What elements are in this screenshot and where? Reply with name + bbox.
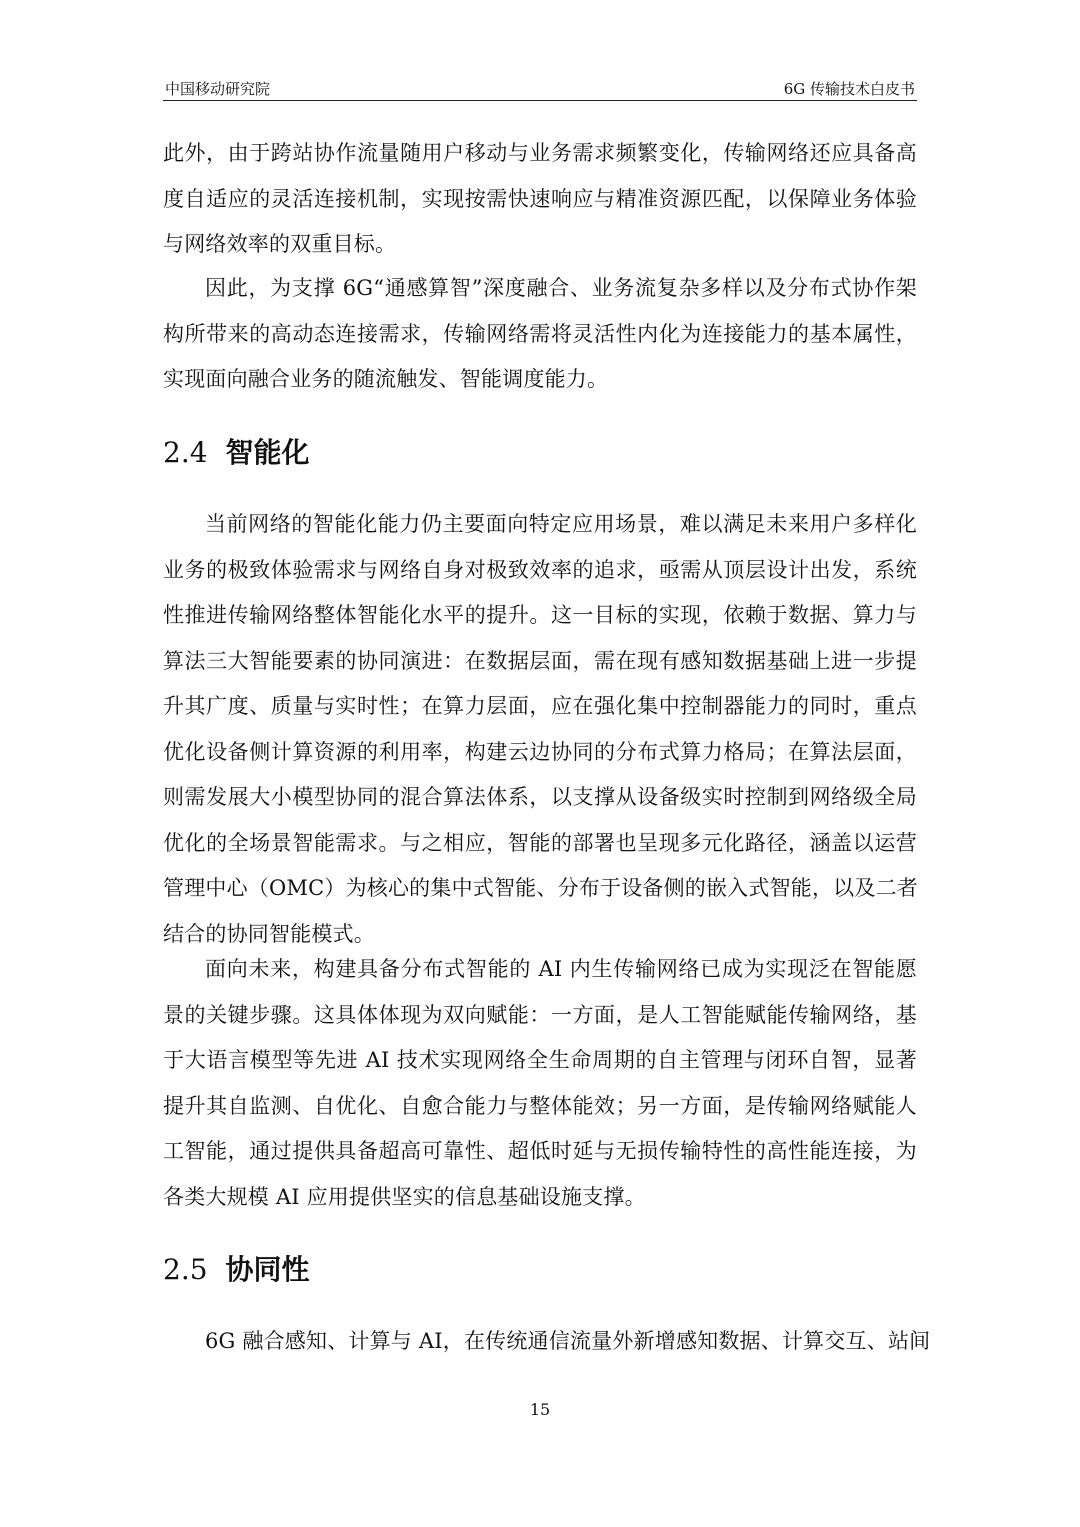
text-line: 优化设备侧计算资源的利用率，构建云边协同的分布式算力格局；在算法层面， xyxy=(163,739,917,764)
text-line: 优化的全场景智能需求。与之相应，智能的部署也呈现多元化路径，涵盖以运营 xyxy=(163,830,917,855)
text-line: 算法三大智能要素的协同演进：在数据层面，需在现有感知数据基础上进一步提 xyxy=(163,648,917,673)
text-line: 6G 融合感知、计算与 AI，在传统通信流量外新增感知数据、计算交互、站间 xyxy=(205,1329,931,1353)
text-line: 性推进传输网络整体智能化水平的提升。这一目标的实现，依赖于数据、算力与 xyxy=(163,603,917,627)
header-document-title: 6G 传输技术白皮书 xyxy=(783,80,915,98)
text-line: 结合的协同智能模式。 xyxy=(163,921,375,946)
text-line: 因此，为支撑 6G“通感算智”深度融合、业务流复杂多样以及分布式协作架 xyxy=(205,276,917,300)
text-line: 景的关键步骤。这具体体现为双向赋能：一方面，是人工智能赋能传输网络，基 xyxy=(163,1002,917,1027)
text-line: 于大语言模型等先进 AI 技术实现网络全生命周期的自主管理与闭环自智，显著 xyxy=(163,1048,917,1072)
section-title: 智能化 xyxy=(225,436,310,469)
text-line: 度自适应的灵活连接机制，实现按需快速响应与精准资源匹配，以保障业务体验 xyxy=(163,186,917,211)
text-line: 当前网络的智能化能力仍主要面向特定应用场景，难以满足未来用户多样化 xyxy=(205,512,917,536)
text-line: 实现面向融合业务的随流触发、智能调度能力。 xyxy=(163,367,609,391)
text-line: 与网络效率的双重目标。 xyxy=(163,232,397,256)
section-heading-2-4 xyxy=(163,431,310,471)
section-heading-2-5 xyxy=(163,1248,310,1288)
section-number: 2.5 xyxy=(163,1253,208,1286)
text-line: 业务的极致体验需求与网络自身对极致效率的追求，亟需从顶层设计出发，系统 xyxy=(163,557,917,582)
text-line: 各类大规模 AI 应用提供坚实的信息基础设施支撑。 xyxy=(163,1184,646,1209)
text-line: 工智能，通过提供具备超高可靠性、超低时延与无损传输特性的高性能连接，为 xyxy=(163,1139,917,1163)
paragraph-intelligence-elements xyxy=(163,502,917,957)
text-line: 此外，由于跨站协作流量随用户移动与业务需求频繁变化，传输网络还应具备高 xyxy=(163,141,917,165)
section-title: 协同性 xyxy=(225,1253,310,1286)
paragraph-ai-native-network xyxy=(163,947,917,1220)
page-number: 15 xyxy=(529,1400,551,1419)
text-line: 构所带来的高动态连接需求，传输网络需将灵活性内化为连接能力的基本属性， xyxy=(163,321,917,346)
paragraph-cross-site-flexibility xyxy=(163,131,917,268)
header-organization: 中国移动研究院 xyxy=(165,80,271,98)
text-line: 则需发展大小模型协同的混合算法体系，以支撑从设备级实时控制到网络级全局 xyxy=(163,785,917,809)
text-line: 面向未来，构建具备分布式智能的 AI 内生传输网络已成为实现泛在智能愿 xyxy=(205,957,917,981)
paragraph-flexibility-summary xyxy=(163,266,917,403)
text-line: 管理中心（OMC）为核心的集中式智能、分布于设备侧的嵌入式智能，以及二者 xyxy=(163,876,918,900)
text-line: 提升其自监测、自优化、自愈合能力与整体能效；另一方面，是传输网络赋能人 xyxy=(163,1093,917,1118)
text-line: 升其广度、质量与实时性；在算力层面，应在强化集中控制器能力的同时，重点 xyxy=(163,694,917,718)
page-header xyxy=(163,76,917,101)
paragraph-collaboration xyxy=(163,1319,931,1365)
section-number: 2.4 xyxy=(163,436,208,469)
